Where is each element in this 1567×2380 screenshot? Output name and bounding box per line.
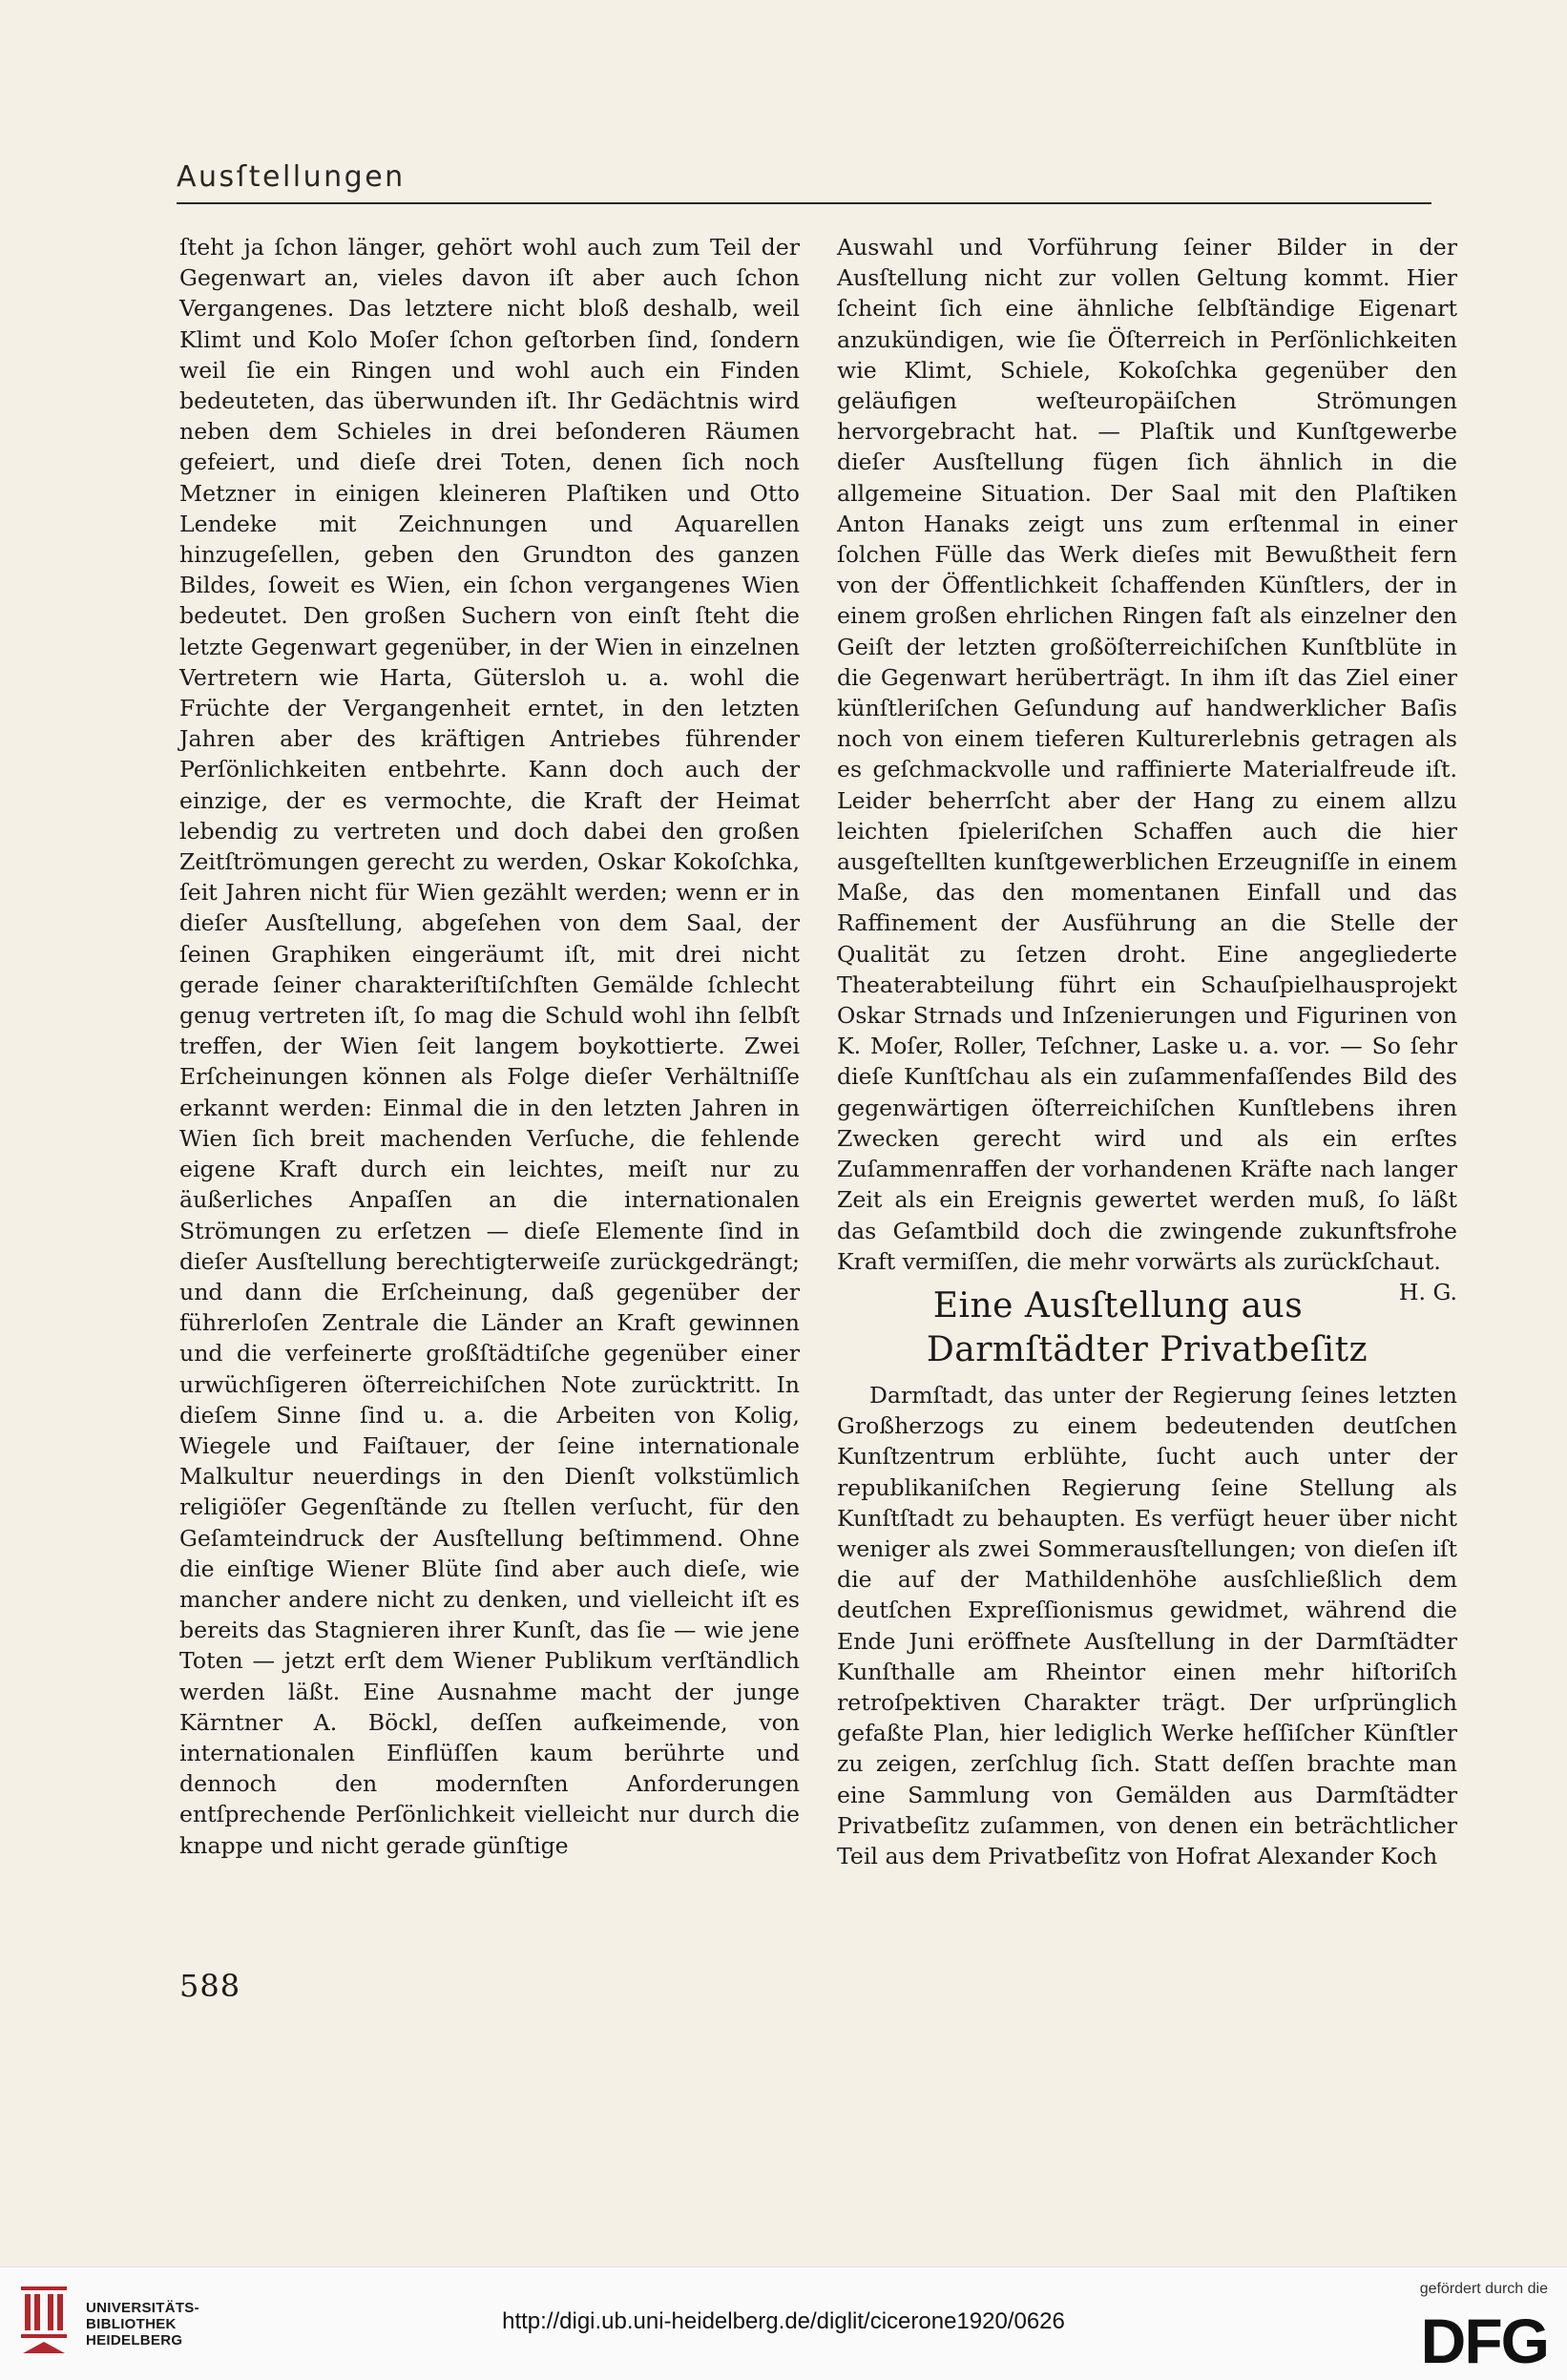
text-column-right: [837, 232, 1457, 1871]
text-column-left: [179, 232, 800, 1861]
dfg-logo: DFG: [1420, 2306, 1548, 2376]
body-paragraph: Darmſtadt, das unter der Regierung ſeines letzten Großherzogs zu einem bedeutenden deutſchen Kunſtzentrum erblühte, ſucht auch unter der republikaniſchen Regierung ſeine Stellung als Kunſtſtadt zu behaupten. Es verfügt heuer über nicht weniger als zwei Sommerausſtellungen; von dieſen iſt die auf der Mathildenhöhe ausſchließlich dem deutſchen Expreſſionismus gewidmet, während die Ende Juni eröffnete Ausſtellung in der Darmſtädter Kunſthalle am Rheintor einen mehr hiſtoriſch retroſpektiven Charakter trägt. Der urſprünglich gefaßte Plan, hier lediglich Werke heſſiſcher Künſtler zu zeigen, zerſchlug ſich. Statt deſſen brachte man eine Sammlung von Gemälden aus Darmſtädter Privatbeſitz zuſammen, von denen ein beträchtlicher Teil aus dem Privatbeſitz von Hofrat Alexander Koch: [837, 1381, 1457, 1869]
header-rule: [177, 202, 1431, 204]
body-paragraph: ſteht ja ſchon länger, gehört wohl auch zum Teil der Gegenwart an, vieles davon iſt aber auch ſchon Vergangenes. Das letztere nicht bloß deshalb, weil Klimt und Kolo Moſer ſchon geſtorben ſind, ſondern weil ſie ein Ringen und wohl auch ein Finden bedeuteten, das überwunden iſt. Ihr Gedächtnis wird neben dem Schieles in drei beſonderen Räumen gefeiert, und dieſe drei Toten, denen ſich noch Metzner in einigen kleineren Plaſtiken und Otto Lendeke mit Zeichnungen und Aquarellen hinzugeſellen, geben den Grundton des ganzen Bildes, ſoweit es Wien, ein ſchon vergangenes Wien bedeutet. Den großen Suchern von einſt ſteht die letzte Gegenwart gegenüber, in der Wien in einzelnen Vertretern wie Harta, Gütersloh u. a. wohl die Früchte der Vergangenheit erntet, in den letzten Jahren aber des kräftigen Antriebes führender Perſönlichkeiten entbehrte. Kann doch auch der einzige, der es vermochte, die Kraft der Heimat lebendig zu vertreten und doch dabei den großen Zeitſtrömungen gerecht zu werden, Oskar Kokoſchka, ſeit Jahren nicht für Wien gezählt werden; wenn er in dieſer Ausſtellung, abgeſehen von dem Saal, der ſeinen Graphiken eingeräumt iſt, mit drei nicht gerade ſeiner charakteriſtiſchſten Gemälde ſchlecht genug vertreten iſt, ſo mag die Schuld wohl ihn ſelbſt treffen, der Wien ſeit langem boykottierte. Zwei Erſcheinungen können als Folge dieſer Verhältniſſe erkannt werden: Einmal die in den letzten Jahren in Wien ſich breit machenden Verſuche, die fehlende eigene Kraft durch ein leichtes, meiſt nur zu äußerliches Anpaſſen an die internationalen Strömungen zu erſetzen — dieſe Elemente ſind in dieſer Ausſtellung berechtigterweiſe zurückgedrängt; und dann die Erſcheinung, daß gegenüber der führerloſen Zentrale die Länder an Kraft gewinnen und die verfeinerte großſtädtiſche gegenüber einer urwüchſigeren öſterreichiſchen Note zurücktritt. In dieſem Sinne ſind u. a. die Arbeiten von Kolig, Wiegele und Faiſtauer, der ſeine internationale Malkultur neuerdings in den Dienſt volkstümlich religiöſer Gegenſtände zu ſtellen verſucht, für den Geſamteindruck der Ausſtellung beſtimmend. Ohne die einſtige Wiener Blüte ſind aber auch dieſe, wie mancher andere nicht zu denken, und vielleicht iſt es bereits das Stagnieren ihrer Kunſt, das ſie — wie jene Toten — jetzt erſt dem Wiener Publikum verſtändlich werden läßt. Eine Ausnahme macht der junge Kärntner A. Böckl, deſſen aufkeimende, von internationalen Einflüſſen kaum berührte und dennoch den modernſten Anforderungen entſprechende Perſönlichkeit vielleicht nur durch die knappe und nicht gerade günſtige: [179, 234, 800, 1859]
running-head: Ausſtellungen: [177, 160, 406, 194]
funding-label: gefördert durch die: [1419, 2281, 1548, 2297]
library-name-line: BIBLIOTHEK: [86, 2316, 177, 2332]
author-signature: H. G.: [1398, 1278, 1457, 1305]
source-url-link[interactable]: http://digi.ub.uni-heidelberg.de/diglit/cicerone1920/0626: [502, 2308, 1065, 2334]
page-number: 588: [179, 1968, 241, 2004]
digitization-footer: [0, 2266, 1567, 2380]
library-name-line: UNIVERSITÄTS-: [86, 2300, 199, 2316]
body-paragraph: [837, 232, 1457, 1305]
library-name-line: HEIDELBERG: [86, 2332, 183, 2349]
paragraph-text: Auswahl und Vorführung ſeiner Bilder in der Ausſtellung nicht zur vollen Geltung kommt. Hier ſcheint ſich eine ähnliche ſelbſtändige Eigenart anzukündigen, wie ſie Öſterreich in Perſönlichkeiten wie Klimt, Schiele, Kokoſchka gegenüber den geläufigen weſteuropäiſchen Strömungen hervorgebracht hat. — Plaſtik und Kunſtgewerbe dieſer Ausſtellung fügen ſich ähnlich in die allgemeine Situation. Der Saal mit den Plaſtiken Anton Hanaks zeigt uns zum erſtenmal in einer ſolchen Fülle das Werk dieſes mit Bewußtheit fern von der Öffentlichkeit ſchaffenden Künſtlers, der in einem großen ehrlichen Ringen faſt als einzelner den Geiſt der letzten großöſterreichiſchen Kunſtblüte in die Gegenwart herüberträgt. In ihm iſt das Ziel einer künſtleriſchen Geſundung auf handwerklicher Baſis noch von einem tieferen Kulturerlebnis getragen als es geſchmackvolle und raffinierte Materialfreude iſt. Leider beherrſcht aber der Hang zu einem allzu leichten ſpieleriſchen Schaffen auch die hier ausgeſtellten kunſtgewerblichen Erzeugniſſe in einem Maße, das den momentanen Einfall und das Raffinement der Ausführung an die Stelle der Qualität zu ſetzen droht. Eine angegliederte Theaterabteilung führt ein Schauſpielhausprojekt Oskar Strnads und Inſzenierungen und Figurinen von K. Moſer, Roller, Teſchner, Laske u. a. vor. — So ſehr dieſe Kunſtſchau als ein zuſammenfaſſendes Bild des gegenwärtigen öſterreichiſchen Kunſtlebens ihren Zwecken gerecht wird und als ein erſtes Zuſammenraffen der vorhandenen Kräfte nach langer Zeit als ein Ereignis gewertet werden muß, ſo läßt das Geſamtbild doch die zwingende zukunftsfrohe Kraft vermiſſen, die mehr vorwärts als zurückſchaut.: [837, 234, 1457, 1275]
section-heading: Eine Ausſtellung aus Darmſtädter Privatbeſitz: [926, 1285, 1369, 1369]
